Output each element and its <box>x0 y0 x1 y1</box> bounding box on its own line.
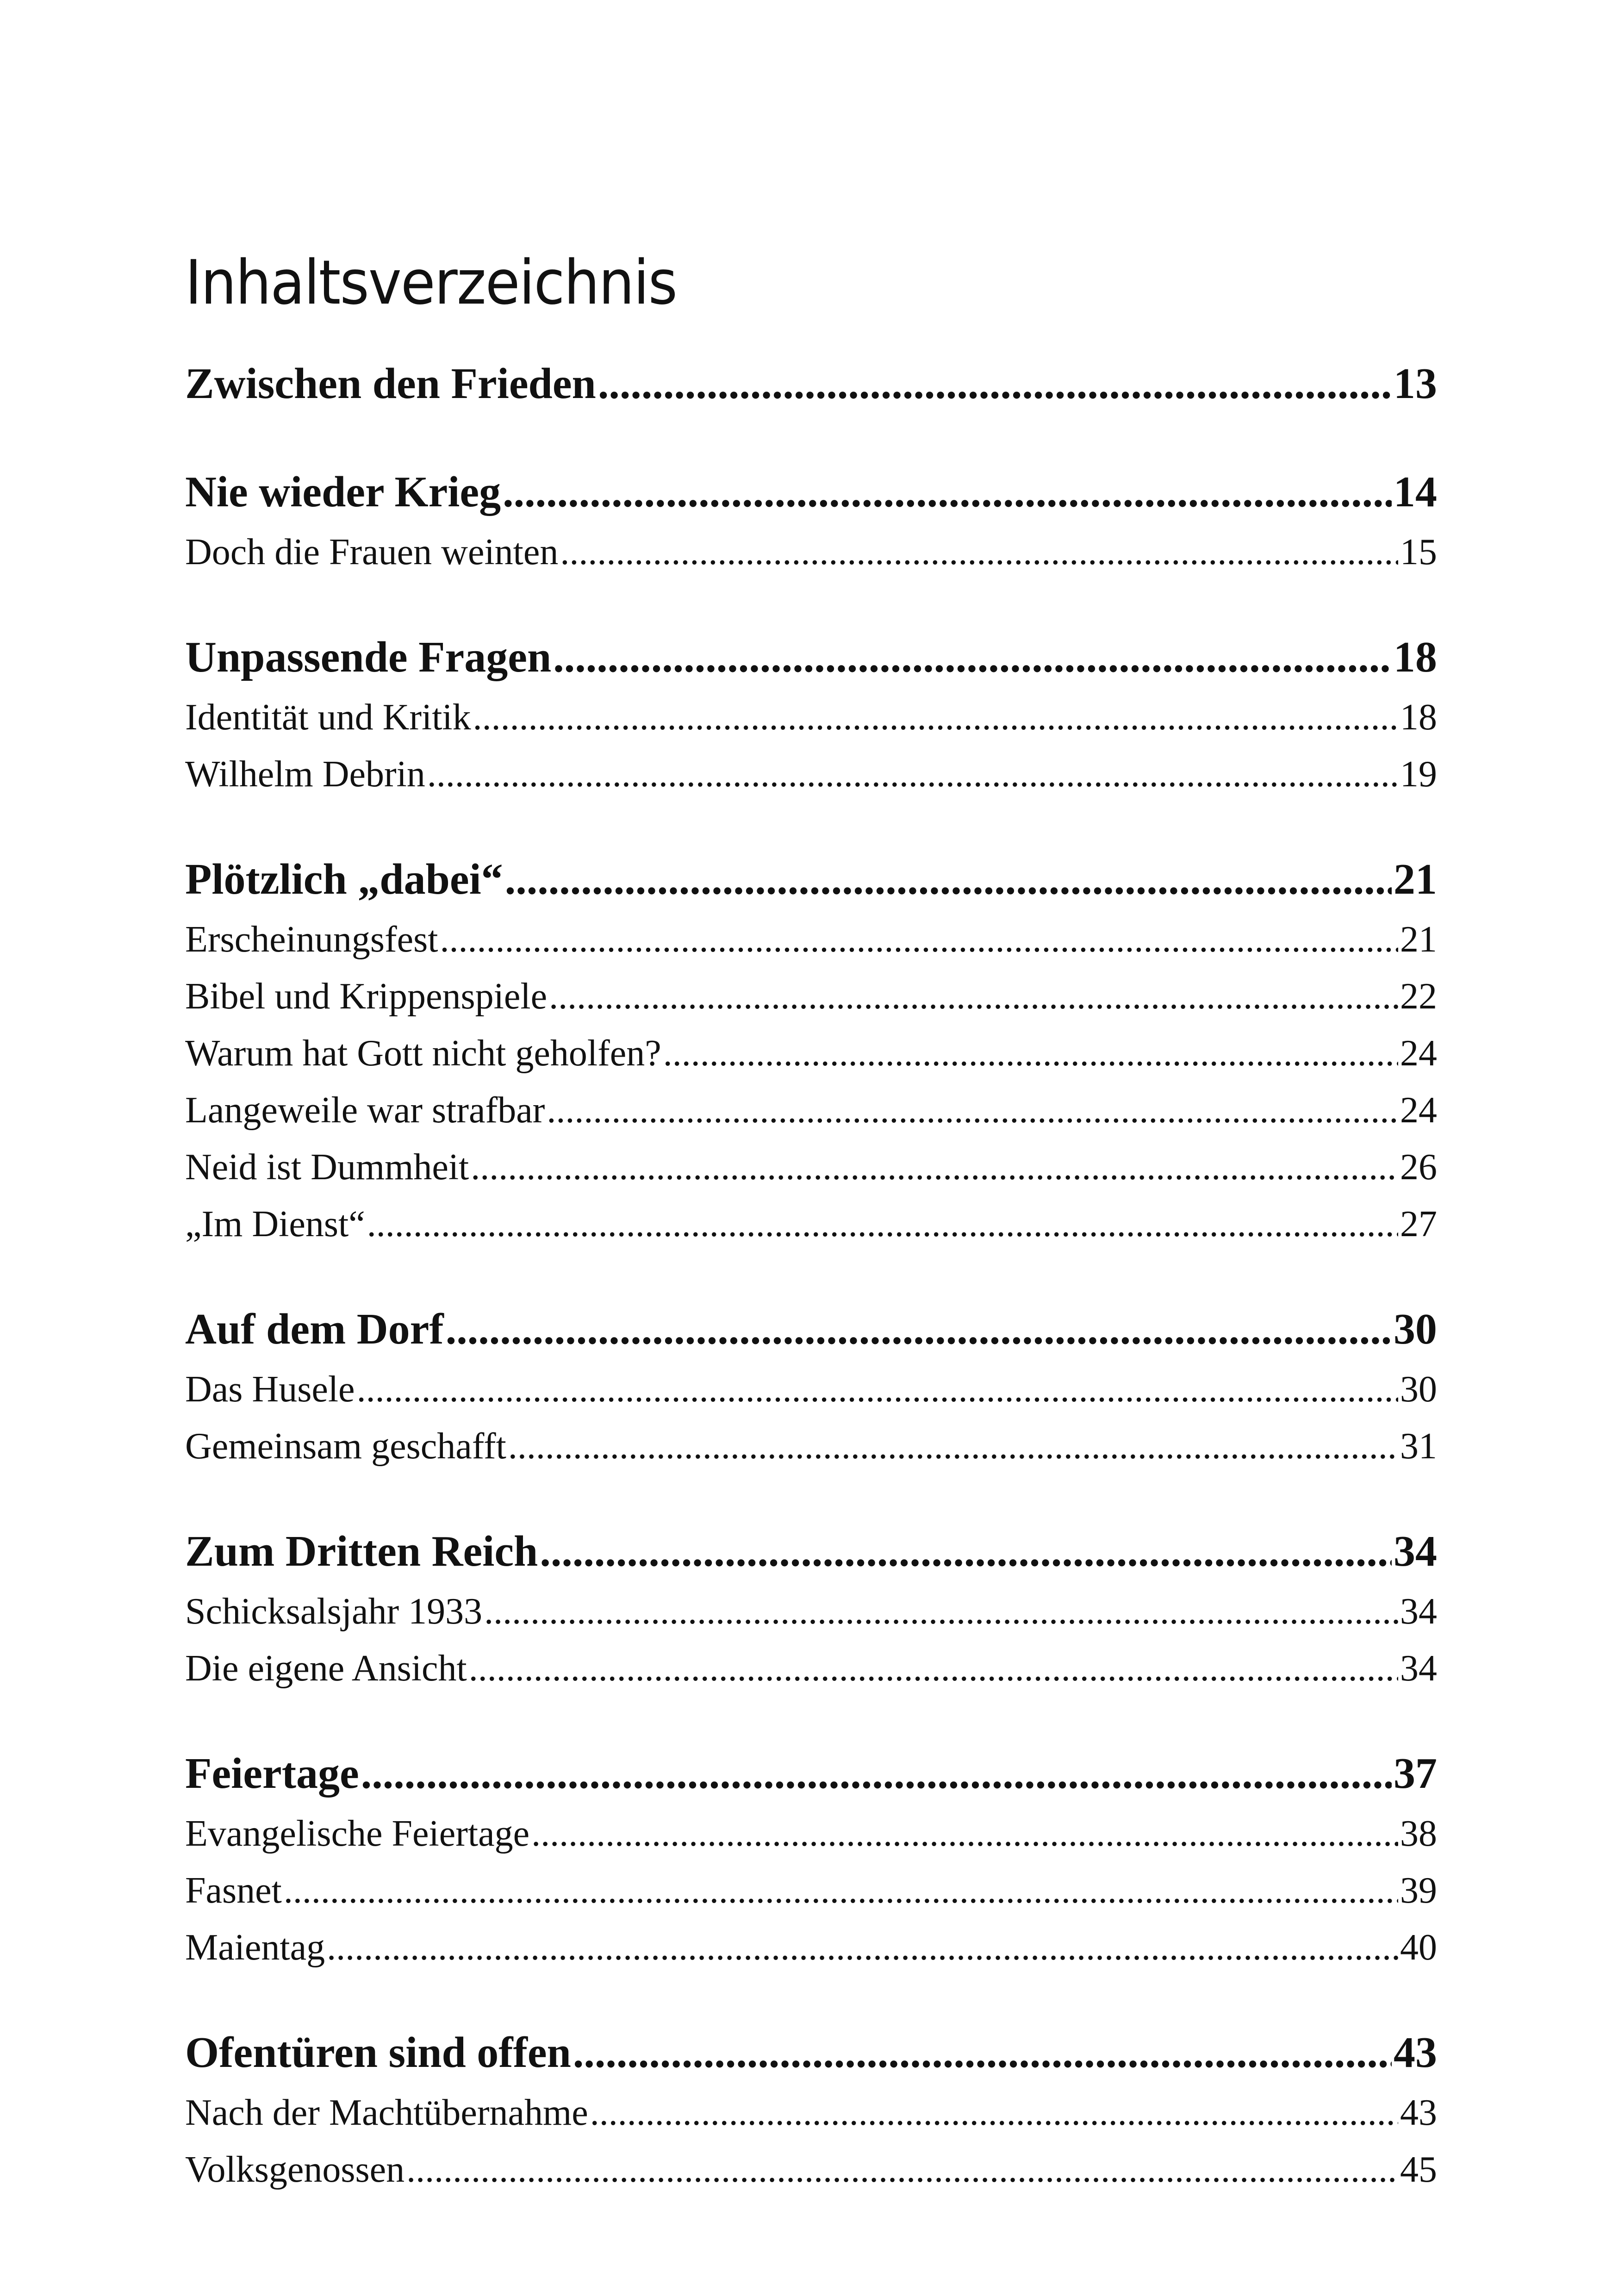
page-number: 27 <box>1400 1204 1437 1244</box>
entry-title: Doch die Frauen weinten <box>185 532 559 572</box>
toc-chapter-entry[interactable] <box>185 1742 1437 1805</box>
toc-section <box>185 460 1437 581</box>
dot-leader <box>406 2141 1398 2198</box>
chapter-title: Ofentüren sind offen <box>185 2028 571 2077</box>
dot-leader <box>473 689 1398 746</box>
chapter-title: Zum Dritten Reich <box>185 1527 538 1575</box>
entry-title: Neid ist Dummheit <box>185 1147 469 1188</box>
entry-title: Erscheinungsfest <box>185 919 438 960</box>
toc-sub-entry[interactable] <box>185 2084 1437 2141</box>
page-number: 26 <box>1400 1147 1437 1188</box>
entry-title: Identität und Kritik <box>185 697 471 738</box>
toc-chapter-entry[interactable] <box>185 625 1437 689</box>
dot-leader <box>531 1805 1398 1862</box>
entry-title: Die eigene Ansicht <box>185 1648 467 1689</box>
toc-section <box>185 2021 1437 2198</box>
page-number: 38 <box>1400 1813 1437 1854</box>
page-number: 30 <box>1394 1305 1437 1353</box>
toc-sub-entry[interactable] <box>185 689 1437 746</box>
dot-leader <box>598 352 1392 416</box>
page-title: Inhaltsverzeichnis <box>185 247 677 318</box>
dot-leader <box>503 460 1392 524</box>
toc-sub-entry[interactable] <box>185 1640 1437 1697</box>
toc-chapter-entry[interactable] <box>185 352 1437 416</box>
page-number: 22 <box>1400 976 1437 1017</box>
toc-section <box>185 847 1437 1253</box>
entry-title: „Im Dienst“ <box>185 1204 365 1244</box>
page-number: 39 <box>1400 1870 1437 1911</box>
dot-leader <box>553 625 1392 689</box>
toc-sub-entry[interactable] <box>185 1805 1437 1862</box>
page-number: 15 <box>1400 532 1437 572</box>
dot-leader <box>508 1418 1398 1475</box>
toc-sub-entry[interactable] <box>185 1862 1437 1919</box>
entry-title: Wilhelm Debrin <box>185 754 425 795</box>
toc-section <box>185 1297 1437 1475</box>
page-number: 45 <box>1400 2149 1437 2190</box>
dot-leader <box>440 911 1398 968</box>
page-number: 24 <box>1400 1033 1437 1074</box>
dot-leader <box>547 1082 1398 1139</box>
dot-leader <box>471 1139 1398 1196</box>
chapter-title: Zwischen den Frieden <box>185 360 596 408</box>
page-number: 21 <box>1400 919 1437 960</box>
page-number: 21 <box>1394 855 1437 903</box>
toc-section <box>185 1519 1437 1697</box>
toc-section <box>185 352 1437 416</box>
chapter-title: Auf dem Dorf <box>185 1305 444 1353</box>
page-number: 31 <box>1400 1426 1437 1467</box>
page-number: 40 <box>1400 1927 1437 1968</box>
page-number: 37 <box>1394 1749 1437 1798</box>
toc-sub-entry[interactable] <box>185 1139 1437 1196</box>
dot-leader <box>540 1519 1392 1583</box>
chapter-title: Feiertage <box>185 1749 359 1798</box>
toc-chapter-entry[interactable] <box>185 460 1437 524</box>
page-number: 34 <box>1400 1648 1437 1689</box>
dot-leader <box>446 1297 1392 1361</box>
toc-chapter-entry[interactable] <box>185 1297 1437 1361</box>
page-number: 19 <box>1400 754 1437 795</box>
entry-title: Fasnet <box>185 1870 282 1911</box>
dot-leader <box>427 746 1398 803</box>
dot-leader <box>284 1862 1398 1919</box>
page-number: 18 <box>1400 697 1437 738</box>
toc-section <box>185 1742 1437 1976</box>
dot-leader <box>549 968 1398 1025</box>
entry-title: Warum hat Gott nicht geholfen? <box>185 1033 661 1074</box>
toc-sub-entry[interactable] <box>185 2141 1437 2198</box>
dot-leader <box>505 847 1392 911</box>
dot-leader <box>560 524 1398 581</box>
entry-title: Maientag <box>185 1927 325 1968</box>
dot-leader <box>469 1640 1398 1697</box>
page-number: 24 <box>1400 1090 1437 1131</box>
toc-chapter-entry[interactable] <box>185 2021 1437 2084</box>
toc-sub-entry[interactable] <box>185 911 1437 968</box>
page-number: 34 <box>1400 1591 1437 1632</box>
toc-section <box>185 625 1437 803</box>
toc-sub-entry[interactable] <box>185 1418 1437 1475</box>
entry-title: Schicksalsjahr 1933 <box>185 1591 483 1632</box>
toc-chapter-entry[interactable] <box>185 1519 1437 1583</box>
page-number: 43 <box>1394 2028 1437 2077</box>
toc-sub-entry[interactable] <box>185 1919 1437 1976</box>
toc-sub-entry[interactable] <box>185 1082 1437 1139</box>
chapter-title: Unpassende Fragen <box>185 633 552 681</box>
entry-title: Evangelische Feiertage <box>185 1813 530 1854</box>
entry-title: Volksgenossen <box>185 2149 405 2190</box>
dot-leader <box>484 1583 1398 1640</box>
toc-sub-entry[interactable] <box>185 1196 1437 1253</box>
entry-title: Langeweile war strafbar <box>185 1090 545 1131</box>
toc-sub-entry[interactable] <box>185 524 1437 581</box>
entry-title: Gemeinsam geschafft <box>185 1426 506 1467</box>
table-of-contents <box>185 352 1437 2198</box>
page-number: 43 <box>1400 2092 1437 2133</box>
page-number: 18 <box>1394 633 1437 681</box>
toc-sub-entry[interactable] <box>185 968 1437 1025</box>
toc-sub-entry[interactable] <box>185 1025 1437 1082</box>
page-number: 30 <box>1400 1369 1437 1410</box>
entry-title: Das Husele <box>185 1369 355 1410</box>
dot-leader <box>357 1361 1398 1418</box>
chapter-title: Nie wieder Krieg <box>185 468 501 516</box>
toc-chapter-entry[interactable] <box>185 847 1437 911</box>
dot-leader <box>663 1025 1398 1082</box>
dot-leader <box>590 2084 1398 2141</box>
page-number: 14 <box>1394 468 1437 516</box>
dot-leader <box>327 1919 1398 1976</box>
dot-leader <box>573 2021 1392 2084</box>
chapter-title: Plötzlich „dabei“ <box>185 855 503 903</box>
toc-sub-entry[interactable] <box>185 1583 1437 1640</box>
entry-title: Nach der Machtübernahme <box>185 2092 588 2133</box>
page-number: 34 <box>1394 1527 1437 1575</box>
toc-sub-entry[interactable] <box>185 746 1437 803</box>
entry-title: Bibel und Krippenspiele <box>185 976 548 1017</box>
dot-leader <box>367 1196 1398 1253</box>
toc-sub-entry[interactable] <box>185 1361 1437 1418</box>
dot-leader <box>361 1742 1392 1805</box>
page-number: 13 <box>1394 360 1437 408</box>
